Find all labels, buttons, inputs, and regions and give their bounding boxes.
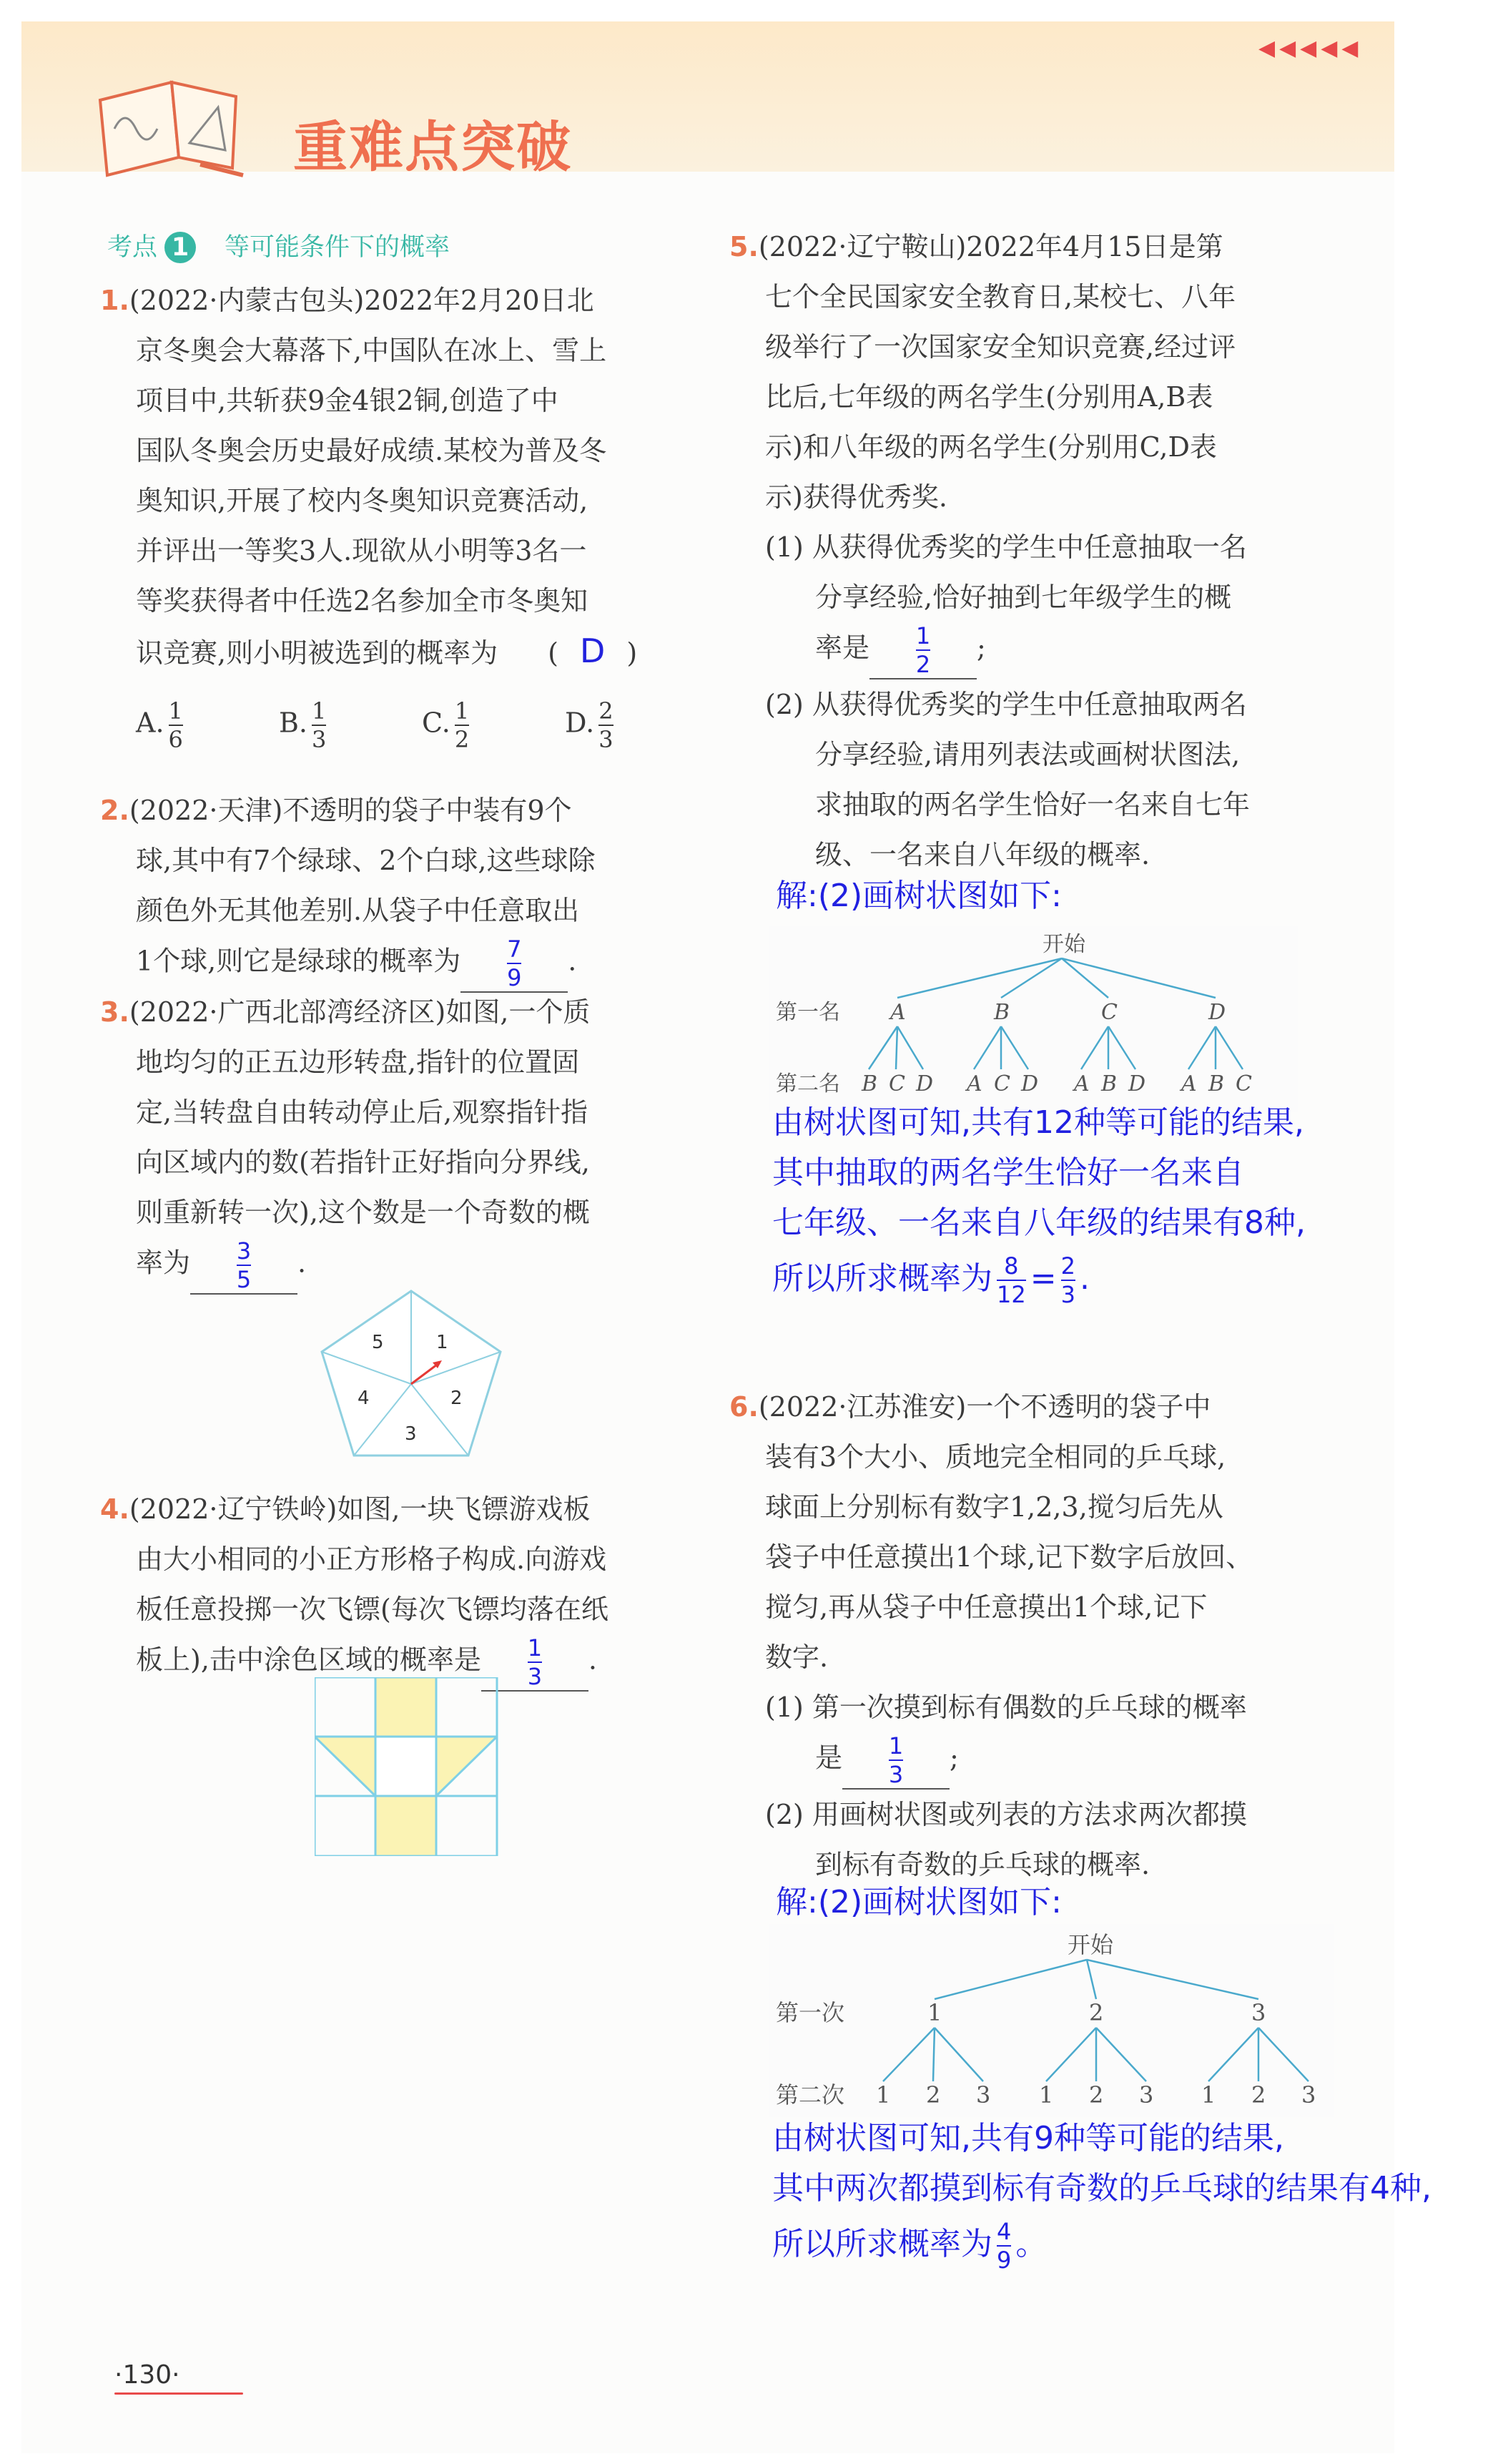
option-b: B. $\frac{1}{3}$ <box>279 697 327 753</box>
tree-node: A <box>890 1000 906 1025</box>
tree-node: B <box>1208 1071 1225 1096</box>
sub-question-line: 分享经验,恰好抽到七年级学生的概 <box>815 581 1232 613</box>
question-line: (2022·广西北部湾经济区)如图,一个质 <box>129 996 591 1028</box>
solution-fraction: $\frac{2}{3}$ <box>1060 1252 1075 1308</box>
topic-number-badge: 1 <box>164 232 196 263</box>
question-line: 板任意投掷一次飞镖(每次飞镖均落在纸 <box>136 1594 608 1625</box>
question-line: 级举行了一次国家安全知识竞赛,经过评 <box>765 331 1236 363</box>
sub-question-line: (2) 从获得优秀奖的学生中任意抽取两名 <box>765 689 1247 720</box>
tree-node: 1 <box>1201 2081 1216 2109</box>
sub-question-line: 是 <box>815 1742 843 1774</box>
question-line: 装有3个大小、质地完全相同的乒乓球, <box>765 1441 1226 1473</box>
question-line: 搅匀,再从袋子中任意摸出1个球,记下 <box>765 1591 1208 1623</box>
question-4: 4.(2022·辽宁铁岭)如图,一块飞镖游戏板 由大小相同的小正方形格子构成.向游戏 板任意投掷一次飞镖(每次飞镖均落在纸 板上),击中涂色区域的概率是 $\frac{1}{3}$ . <box>100 1493 608 1690</box>
tree-node: D <box>1128 1071 1146 1096</box>
question-number: 1. <box>100 285 129 316</box>
q5-tree-diagram <box>769 926 1298 1112</box>
solution-line: 所以所求概率为 <box>772 2226 992 2262</box>
question-line: 并评出一等奖3人.现欲从小明等3名一 <box>136 535 587 566</box>
q6-solution: 由树状图可知,共有9种等可能的结果, 其中两次都摸到标有奇数的乒乓球的结果有4种, 所以所求概率为 $\frac{4}{9}$ 。 <box>772 2114 1431 2274</box>
answer-choice: D <box>579 632 606 670</box>
question-line: 识竞赛,则小明被选到的概率为 <box>136 637 498 669</box>
question-5: 5.(2022·辽宁鞍山)2022年4月15日是第 七个全民国家安全教育日,某校七、八年 级举行了一次国家安全知识竞赛,经过评 比后,七年级的两名学生(分别用A,B表 示)和八年级的两名学生(分别用C,D表 示)获得优秀奖. (1) 从获得优秀奖的学生中任意抽取一名 分享经验,恰好抽到七年级学生的概 率是 $\frac{1}{2}$ ; (2) 从获得优秀奖的学生中任意抽取两名 分享经验,请用列表法或画树状图法, 求抽取的两名学生恰好一名来自七年 级、一名来自八年级的概率. <box>729 222 1250 880</box>
q5-solution: 由树状图可知,共有12种等可能的结果, 其中抽取的两名学生恰好一名来自 七年级、一名来自八年级的结果有8种, 所以所求概率为 $\frac{8}{12}$ = $\frac{2}{3}$ . <box>772 1098 1306 1308</box>
spinner-number: 4 <box>358 1388 370 1409</box>
question-number: 4. <box>100 1493 129 1525</box>
question-line: 地均匀的正五边形转盘,指针的位置固 <box>136 1046 580 1078</box>
question-line: 1个球,则它是绿球的概率为 <box>136 945 461 977</box>
tree-node: C <box>1101 1000 1118 1025</box>
sub-question-line: 求抽取的两名学生恰好一名来自七年 <box>815 789 1251 820</box>
sub-question-line: 分享经验,请用列表法或画树状图法, <box>815 739 1241 770</box>
question-line: 向区域内的数(若指针正好指向分界线, <box>136 1147 590 1178</box>
question-line: 示)和八年级的两名学生(分别用C,D表 <box>765 431 1217 463</box>
tree-root: 开始 <box>1043 932 1085 957</box>
answer-fraction: $\frac{1}{3}$ <box>888 1732 904 1788</box>
section-title: 重难点突破 <box>293 115 572 179</box>
question-line: 定,当转盘自由转动停止后,观察指针指 <box>136 1096 588 1128</box>
spinner-number: 5 <box>372 1332 384 1353</box>
answer-fraction: $\frac{1}{2}$ <box>915 622 931 678</box>
question-line: 奥知识,开展了校内冬奥知识竞赛活动, <box>136 485 588 516</box>
header-banner <box>21 21 1394 179</box>
solution-line: 其中两次都摸到标有奇数的乒乓球的结果有4种, <box>772 2170 1431 2207</box>
tree-node: C <box>1236 1071 1252 1096</box>
question-1 <box>100 275 637 678</box>
notebook-icon <box>93 72 247 179</box>
question-number: 2. <box>100 795 129 826</box>
question-line: 率为 <box>136 1247 191 1279</box>
answer-fraction: $\frac{3}{5}$ <box>236 1237 252 1293</box>
q6-tree-diagram <box>769 1924 1334 2117</box>
question-2: 2.(2022·天津)不透明的袋子中装有9个 球,其中有7个绿球、2个白球,这些球除 颜色外无其他差别.从袋子中任意取出 1个球,则它是绿球的概率为 $\frac{7}{9}$ . <box>100 795 596 991</box>
tree-row-label: 第二名 <box>776 1071 840 1096</box>
topic-heading <box>107 227 450 263</box>
tree-node: B <box>862 1071 878 1096</box>
tree-node: B <box>994 1000 1010 1025</box>
tree-node: 2 <box>1089 2081 1104 2109</box>
tree-node: B <box>1101 1071 1118 1096</box>
decorative-arrows: ◀◀◀◀◀ <box>1258 36 1363 61</box>
tree-node: A <box>1074 1071 1090 1096</box>
sub-question-line: 级、一名来自八年级的概率. <box>815 839 1150 870</box>
tree-node: 3 <box>1301 2081 1316 2109</box>
answer-paren-close: ) <box>626 637 638 669</box>
question-line: 则重新转一次),这个数是一个奇数的概 <box>136 1197 590 1228</box>
tree-row-label: 第一次 <box>776 1999 845 2026</box>
question-line: 球,其中有7个绿球、2个白球,这些球除 <box>136 845 596 876</box>
question-line: (2022·天津)不透明的袋子中装有9个 <box>129 795 572 826</box>
answer-paren-open: ( <box>548 637 558 669</box>
question-line: 七个全民国家安全教育日,某校七、八年 <box>765 281 1236 313</box>
solution-fraction: $\frac{8}{12}$ <box>997 1252 1026 1308</box>
tree-node: 2 <box>1089 1999 1104 2026</box>
page-number: ·130· <box>114 2360 180 2390</box>
pentagon-spinner <box>315 1284 508 1463</box>
dartboard-grid <box>315 1677 501 1856</box>
question-line: 比后,七年级的两名学生(分别用A,B表 <box>765 381 1213 413</box>
answer-fraction: $\frac{7}{9}$ <box>507 936 522 991</box>
question-line: 板上),击中涂色区域的概率是 <box>136 1644 481 1676</box>
solution-line: 所以所求概率为 <box>772 1260 992 1297</box>
sub-question-line: (2) 用画树状图或列表的方法求两次都摸 <box>765 1799 1247 1830</box>
solution-line: 其中抽取的两名学生恰好一名来自 <box>772 1154 1244 1191</box>
sub-question-line: (1) 第一次摸到标有偶数的乒乓球的概率 <box>765 1692 1247 1723</box>
solution-line: 七年级、一名来自八年级的结果有8种, <box>772 1204 1306 1241</box>
tree-row-label: 第一名 <box>776 1000 840 1025</box>
tree-node: A <box>1181 1071 1197 1096</box>
topic-title: 等可能条件下的概率 <box>225 233 450 262</box>
question-line: (2022·江苏淮安)一个不透明的袋子中 <box>758 1391 1211 1423</box>
tree-root: 开始 <box>1068 1931 1114 1958</box>
tree-row-label: 第二次 <box>776 2081 845 2109</box>
solution-line: 由树状图可知,共有9种等可能的结果, <box>772 2120 1284 2156</box>
q5-solution-intro: 解:(2)画树状图如下: <box>776 878 1062 914</box>
spinner-number: 2 <box>450 1388 463 1409</box>
option-c: C. $\frac{1}{2}$ <box>422 697 470 753</box>
sub-question-line: 率是 <box>815 632 870 664</box>
question-line: 京冬奥会大幕落下,中国队在冰上、雪上 <box>136 335 607 366</box>
sub-question-line: 到标有奇数的乒乓球的概率. <box>815 1849 1150 1880</box>
tree-node: 1 <box>927 1999 942 2026</box>
option-a: A. $\frac{1}{6}$ <box>136 697 183 753</box>
tree-node: C <box>889 1071 905 1096</box>
answer-fraction: $\frac{1}{3}$ <box>527 1634 543 1690</box>
tree-node: 3 <box>1139 2081 1154 2109</box>
question-line: 国队冬奥会历史最好成绩.某校为普及冬 <box>136 435 607 466</box>
solution-line: 由树状图可知,共有12种等可能的结果, <box>772 1104 1304 1141</box>
tree-node: D <box>1208 1000 1226 1025</box>
tree-node: A <box>967 1071 982 1096</box>
question-number: 6. <box>729 1391 759 1423</box>
option-d: D. $\frac{2}{3}$ <box>565 697 613 753</box>
question-line: 项目中,共斩获9金4银2铜,创造了中 <box>136 385 558 416</box>
question-number: 5. <box>729 231 759 262</box>
topic-label: 考点 <box>107 233 158 262</box>
q6-solution-intro: 解:(2)画树状图如下: <box>776 1884 1062 1920</box>
tree-node: 3 <box>976 2081 991 2109</box>
footer-decoration <box>114 2392 243 2395</box>
tree-node: 2 <box>926 2081 941 2109</box>
question-line: (2022·内蒙古包头)2022年2月20日北 <box>129 285 594 316</box>
question-line: 等奖获得者中任选2名参加全市冬奥知 <box>136 585 588 617</box>
tree-node: D <box>1021 1071 1039 1096</box>
question-line: 由大小相同的小正方形格子构成.向游戏 <box>136 1543 607 1575</box>
solution-fraction: $\frac{4}{9}$ <box>997 2218 1012 2274</box>
question-number: 3. <box>100 996 129 1028</box>
question-line: 袋子中任意摸出1个球,记下数字后放回、 <box>765 1541 1253 1573</box>
tree-node: 3 <box>1251 1999 1266 2026</box>
question-line: 颜色外无其他差别.从袋子中任意取出 <box>136 895 580 926</box>
question-6: 6.(2022·江苏淮安)一个不透明的袋子中 装有3个大小、质地完全相同的乒乓球, 球面上分别标有数字1,2,3,搅匀后先从 袋子中任意摸出1个球,记下数字后放回、 搅匀,再从袋子中任意摸出1个球,记下 数字. (1) 第一次摸到标有偶数的乒乓球的概率 是 $\frac{1}{3}$ ; (2) 用画树状图或列表的方法求两次都摸 到标有奇数的乒乓球的概率. <box>729 1382 1253 1890</box>
tree-node: 2 <box>1251 2081 1266 2109</box>
question-line: 数字. <box>765 1641 829 1673</box>
question-line: 球面上分别标有数字1,2,3,搅匀后先从 <box>765 1491 1223 1523</box>
question-line: (2022·辽宁鞍山)2022年4月15日是第 <box>758 231 1223 262</box>
question-3: 3.(2022·广西北部湾经济区)如图,一个质 地均匀的正五边形转盘,指针的位置固 定,当转盘自由转动停止后,观察指针指 向区域内的数(若指针正好指向分界线, 则重新转一次),这个数是一个奇数的概 率为 $\frac{3}{5}$ . <box>100 996 591 1293</box>
spinner-number: 3 <box>405 1423 417 1445</box>
tree-node: C <box>994 1071 1010 1096</box>
sub-question-line: (1) 从获得优秀奖的学生中任意抽取一名 <box>765 531 1247 563</box>
question-line: 示)获得优秀奖. <box>765 481 947 513</box>
spinner-number: 1 <box>436 1332 448 1353</box>
tree-node: 1 <box>876 2081 891 2109</box>
question-line: (2022·辽宁铁岭)如图,一块飞镖游戏板 <box>129 1493 591 1525</box>
tree-node: D <box>916 1071 934 1096</box>
tree-node: 1 <box>1039 2081 1054 2109</box>
